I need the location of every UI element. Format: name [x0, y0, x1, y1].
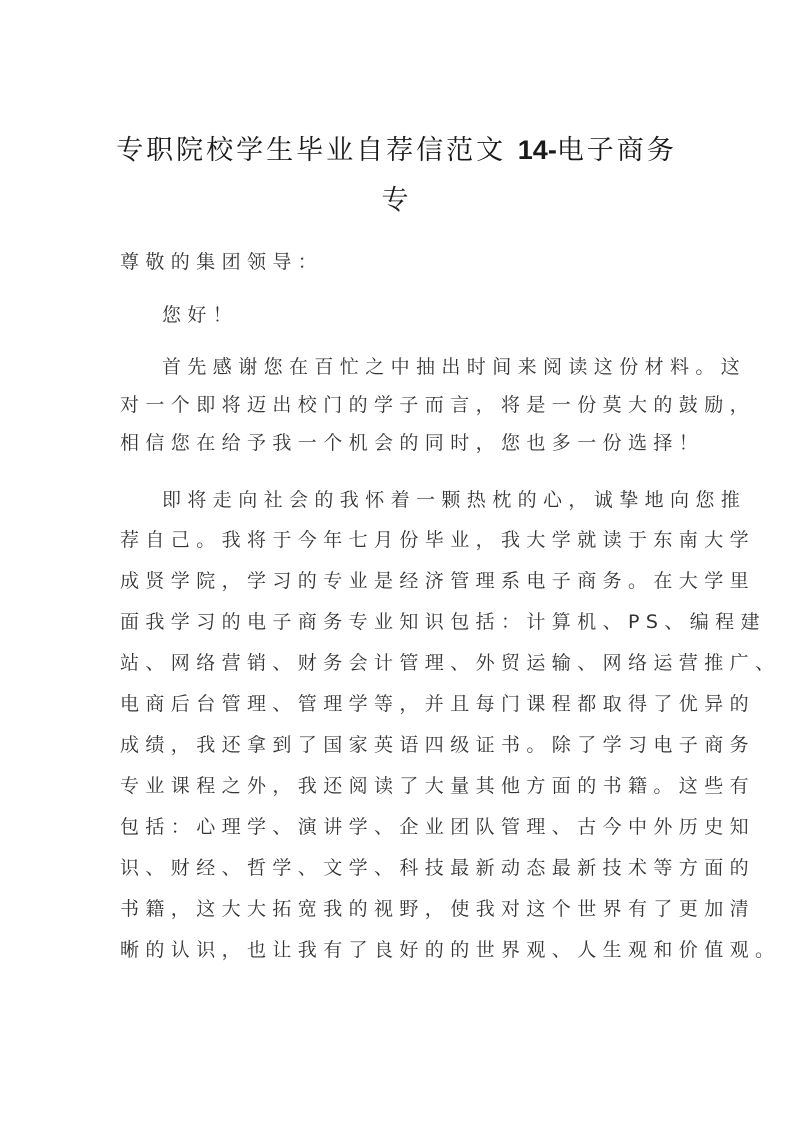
document-title-line-2: 专	[381, 185, 412, 216]
paragraph-2-line-9: 包括：心理学、演讲学、企业团队管理、古今中外历史知	[120, 816, 756, 838]
title-suffix: 电子商务	[556, 135, 677, 166]
paragraph-2-line-5: 站、网络营销、财务会计管理、外贸运输、网络运营推广、	[120, 652, 781, 674]
document-title-line-1	[0, 128, 793, 167]
greeting: 您好！	[162, 304, 239, 326]
paragraph-2-line-11: 书籍，这大大拓宽我的视野，使我对这个世界有了更加清	[120, 898, 756, 920]
paragraph-2-line-4: 面我学习的电子商务专业知识包括：计算机、PS、编程建	[120, 611, 766, 633]
title-number: 14-	[517, 135, 557, 165]
paragraph-1-line-3: 相信您在给予我一个机会的同时，您也多一份选择！	[120, 432, 705, 454]
paragraph-2-line-8: 专业课程之外，我还阅读了大量其他方面的书籍。这些有	[120, 775, 756, 797]
paragraph-2-line-7: 成绩，我还拿到了国家英语四级证书。除了学习电子商务	[120, 734, 756, 756]
paragraph-1-line-1: 首先感谢您在百忙之中抽出时间来阅读这份材料。这	[162, 356, 747, 378]
paragraph-2-line-10: 识、财经、哲学、文学、科技最新动态最新技术等方面的	[120, 857, 756, 879]
paragraph-1-line-2: 对一个即将迈出校门的学子而言，将是一份莫大的鼓励，	[120, 394, 756, 416]
paragraph-2-line-1: 即将走向社会的我怀着一颗热枕的心，诚挚地向您推	[162, 489, 747, 511]
salutation: 尊敬的集团领导：	[120, 251, 324, 273]
title-prefix: 专职院校学生毕业自荐信范文	[116, 135, 518, 166]
paragraph-2-line-6: 电商后台管理、管理学等，并且每门课程都取得了优异的	[120, 693, 756, 715]
paragraph-2-line-12: 晰的认识，也让我有了良好的的世界观、人生观和价值观。	[120, 939, 781, 961]
paragraph-2-line-3: 成贤学院，学习的专业是经济管理系电子商务。在大学里	[120, 570, 756, 592]
paragraph-2-line-2: 荐自己。我将于今年七月份毕业，我大学就读于东南大学	[120, 529, 756, 551]
